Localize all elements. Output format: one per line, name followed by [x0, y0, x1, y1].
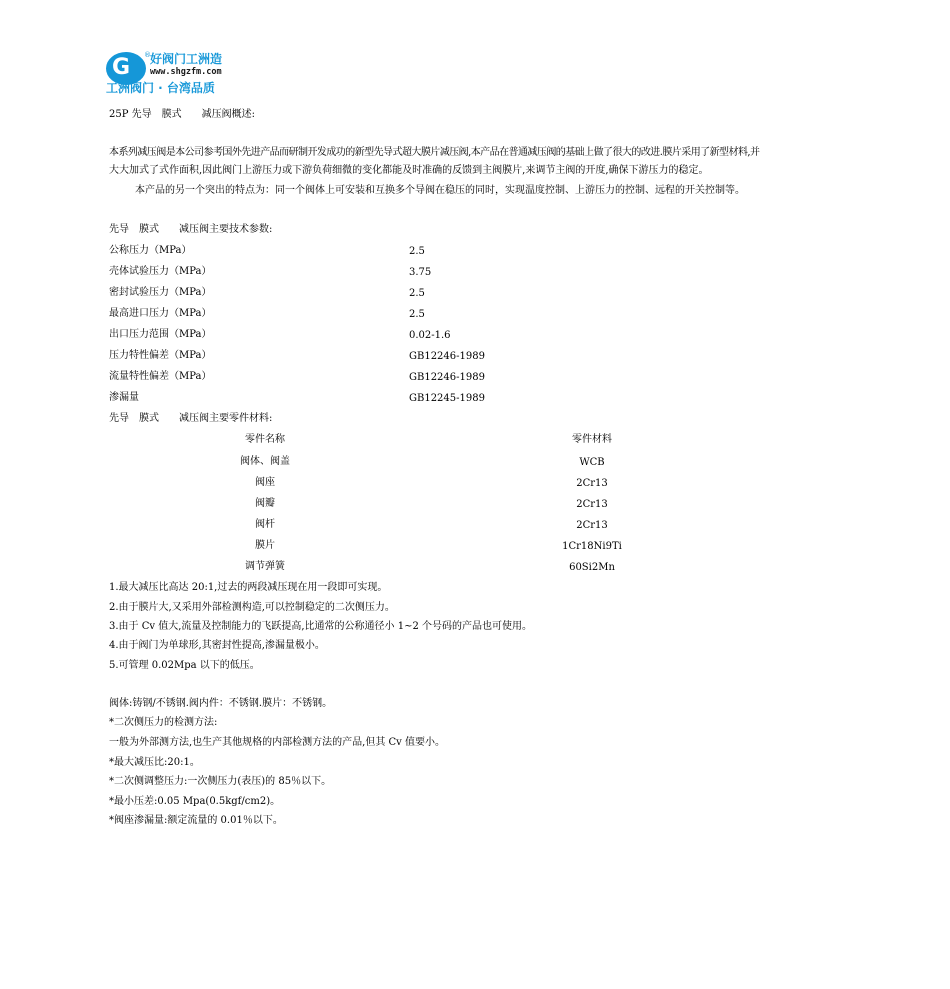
spec-label: 压力特性偏差（MPa）: [109, 350, 212, 361]
material-part: 阀瓣: [255, 498, 275, 509]
material-value: 2Cr13: [576, 478, 608, 489]
intro-paragraph-line-1: 本系列减压阀是本公司参考国外先进产品而研制开发成功的新型先导式超大膜片减压阀,本产品在普通减压阀的基础上做了很大的改进.膜片采用了新型材料,并: [109, 147, 760, 158]
note-item: *二次侧压力的检测方法:: [109, 717, 218, 728]
spec-label: 流量特性偏差（MPa）: [109, 371, 212, 382]
spec-value: GB12246-1989: [409, 351, 485, 362]
spec-label: 出口压力范围（MPa）: [109, 329, 212, 340]
spec-label: 密封试验压力（MPa）: [109, 287, 212, 298]
spec-value: 2.5: [409, 288, 425, 299]
logo-bottom-text: 工洲阀门 · 台湾品质: [106, 81, 215, 95]
feature-item: 3.由于 Cv 值大,流量及控制能力的飞跃提高,比通常的公称通径小 1~2 个号码的产品也可使用。: [109, 621, 533, 632]
spec-value: 2.5: [409, 246, 425, 257]
material-part: 阀座: [255, 477, 275, 488]
material-value: 2Cr13: [576, 499, 608, 510]
logo-url: www.shgzfm.com: [150, 67, 222, 77]
feature-item: 5.可管理 0.02Mpa 以下的低压。: [109, 660, 260, 671]
material-value: 1Cr18Ni9Ti: [562, 541, 622, 552]
spec-label: 渗漏量: [109, 392, 139, 403]
note-item: *最大减压比:20:1。: [109, 757, 200, 768]
note-item: *阀座渗漏量:额定流量的 0.01％以下。: [109, 815, 283, 826]
spec-label: 壳体试验压力（MPa）: [109, 266, 212, 277]
spec-label: 最高进口压力（MPa）: [109, 308, 212, 319]
intro-paragraph-2: 本产品的另一个突出的特点为：同一个阀体上可安装和互换多个导阀在稳压的同时，实现温度控制、上游压力的控制、远程的开关控制等。: [135, 185, 745, 196]
material-value: 2Cr13: [576, 520, 608, 531]
note-item: *最小压差:0.05 Mpa(0.5kgf/cm2)。: [109, 796, 281, 807]
logo-slogan: 好阀门工洲造: [150, 52, 223, 66]
material-value: WCB: [579, 457, 605, 468]
note-item: 一般为外部测方法,也生产其他规格的内部检测方法的产品,但其 Cv 值要小。: [109, 737, 446, 748]
feature-item: 2.由于膜片大,又采用外部检测构造,可以控制稳定的二次侧压力。: [109, 602, 395, 613]
note-item: *二次侧调整压力:一次侧压力(表压)的 85％以下。: [109, 776, 332, 787]
material-part: 调节弹簧: [245, 561, 285, 572]
spec-label: 公称压力（MPa）: [109, 245, 192, 256]
spec-value: 0.02-1.6: [409, 330, 451, 341]
company-logo: [106, 51, 240, 97]
materials-heading: 先导 膜式 减压阀主要零件材料:: [109, 413, 273, 424]
spec-value: GB12246-1989: [409, 372, 485, 383]
material-part: 阀杆: [255, 519, 275, 530]
spec-heading: 先导 膜式 减压阀主要技术参数:: [109, 224, 273, 235]
feature-item: 1.最大减压比高达 20:1,过去的两段减压现在用一段即可实现。: [109, 582, 388, 593]
logo-mark-letter: G: [112, 55, 131, 80]
intro-heading: 25P 先导 膜式 减压阀概述:: [109, 109, 256, 120]
materials-header-material: 零件材料: [572, 434, 612, 445]
intro-paragraph-line-2: 大大加式了式作面积,因此阀门上游压力或下游负荷细微的变化都能及时准确的反馈到主阀膜片,来调节主阀的开度,确保下游压力的稳定。: [109, 165, 709, 176]
material-part: 膜片: [255, 540, 275, 551]
material-part: 阀体、阀盖: [240, 456, 290, 467]
registered-mark: ®: [144, 51, 151, 59]
spec-value: 3.75: [409, 267, 432, 278]
spec-value: 2.5: [409, 309, 425, 320]
spec-value: GB12245-1989: [409, 393, 485, 404]
feature-item: 4.由于阀门为单球形,其密封性提高,渗漏量极小。: [109, 640, 325, 651]
material-value: 60Si2Mn: [569, 562, 615, 573]
materials-header-part: 零件名称: [245, 434, 285, 445]
note-item: 阀体:铸钢/不锈钢.阀内件：不锈钢.膜片：不锈钢。: [109, 698, 333, 709]
